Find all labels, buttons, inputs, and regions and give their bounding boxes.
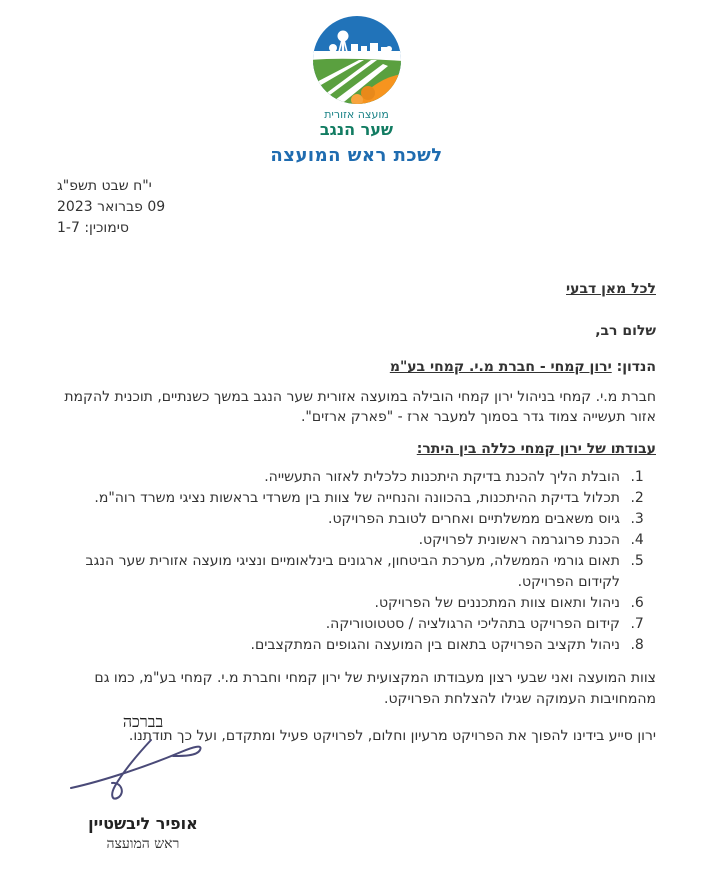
work-heading: עבודתו של ירון קמחי כללה בין היתר: — [416, 441, 656, 457]
hebrew-date: י"ח שבט תשפ"ג — [57, 178, 152, 194]
signer-title: ראש המועצה — [106, 836, 180, 852]
gregorian-date: 09 פברואר 2023 — [57, 199, 166, 215]
work-item: 6. ניהול ותאום צוות המתכננים של הפרויקט. — [58, 593, 626, 614]
work-items-list — [58, 467, 656, 656]
closing-paragraph-1: צוות המועצה ואני שבעי רצון מעבודתו המקצועית של ירון קמחי וחברת מ.י. קמחי בע"מ, כמו גם מהמחויבות העמוקה שגילו להצלחת הפרויקט. — [94, 670, 656, 707]
org-name-line2: שער הנגב — [319, 120, 394, 139]
work-item: 4. הכנת פרוגרמה ראשונית לפרויקט. — [58, 530, 626, 551]
signoff-block — [48, 712, 238, 853]
letterhead — [0, 0, 713, 166]
work-item: 7. קידום הפרויקט בתהליכי הרגולציה / סטטוטוריקה. — [58, 614, 626, 635]
greeting-line: שלום רב, — [595, 323, 656, 339]
intro-paragraph: חברת מ.י. קמחי בניהול ירון קמחי הובילה במועצה אזורית שער הנגב במשך כשנתיים, תוכנית להקמת אזור תעשייה צמוד גדר בסמוך למעבר ארז - "פארק ארזים". — [64, 389, 656, 425]
meta-block — [0, 176, 713, 239]
work-item: 5. תאום גורמי הממשלה, מערכת הביטחון, ארגונים בינלאומיים ונציגי מועצה אזורית שער הנגב לקידום הפרויקט. — [58, 551, 626, 593]
org-name-line1: מועצה אזורית — [324, 108, 389, 121]
salutation: בברכה — [122, 712, 164, 731]
council-logo — [311, 14, 403, 139]
subject-text: ירון קמחי - חברת מ.י. קמחי בע"מ — [389, 359, 612, 375]
signer-name: אופיר ליבשטיין — [88, 814, 198, 833]
work-item: 3. גיוס משאבים ממשלתיים ואחרים לטובת הפרויקט. — [58, 509, 626, 530]
handwritten-signature — [48, 736, 238, 812]
work-item: 2. תכלול בדיקת ההיתכנות, בהכוונה והנחייה של צוות בין משרדי בראשות נציגי משרד רוה"מ. — [58, 488, 626, 509]
subject-line — [58, 359, 656, 375]
council-logo-icon — [311, 14, 403, 106]
letter-body — [0, 281, 713, 747]
work-item: 8. ניהול תקציב הפרויקט בתאום בין המועצה והגופים המתקצבים. — [58, 635, 626, 656]
signature-icon — [63, 736, 223, 808]
closing-paragraph-2: ירון סייע בידינו להפוך את הפרויקט מרעיון וחלום, לפרויקט פעיל ומתקדם, ועל כך תודתנו. — [128, 728, 656, 744]
work-item: 1. הובלת הליך להכנת בדיקת היתכנות כלכלית לאזור התעשייה. — [58, 467, 626, 488]
subject-label: הנדון: — [616, 359, 656, 375]
reference-number: סימוכין: 1-7 — [57, 220, 129, 236]
recipient-line: לכל מאן דבעי — [566, 281, 656, 297]
office-title: לשכת ראש המועצה — [270, 145, 443, 166]
